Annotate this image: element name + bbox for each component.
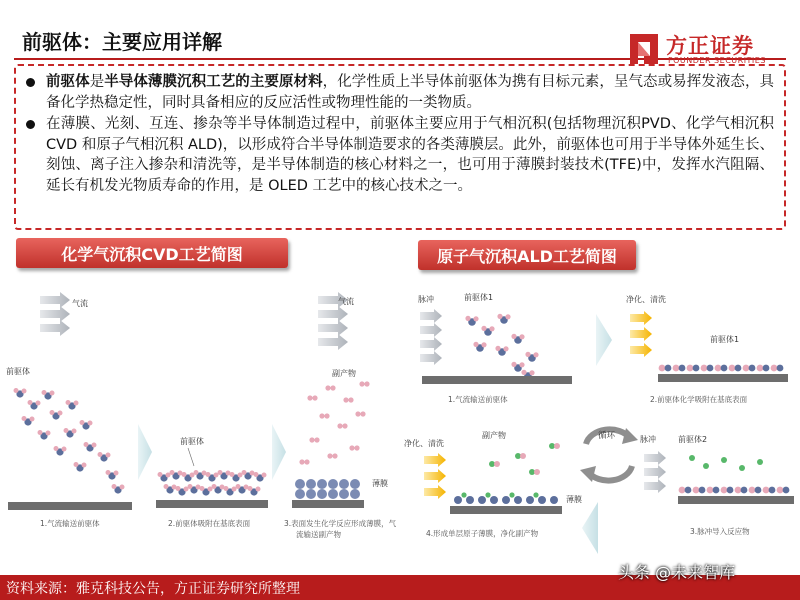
cvd-byproduct-label: 副产物: [332, 369, 356, 378]
cvd-caption-2: 2.前驱体吸附在基底表面: [168, 519, 251, 528]
cvd-precursor-label: 前驱体: [6, 367, 30, 376]
ald-precursor2-molecules: [689, 455, 763, 471]
ald-diagram: [400, 276, 800, 566]
ald-film-label: 薄膜: [566, 495, 582, 504]
bullet-2: [46, 114, 774, 196]
ald-substrate-2: [658, 374, 788, 382]
ald-byproduct-label: 副产物: [482, 431, 506, 440]
ald-caption-4: 4.形成单层原子薄膜，净化副产物: [426, 529, 539, 538]
bullet-1-rest: ，化学性质上半导体前驱体为携有目标元素，呈气态或易挥发液态，具备化学热稳定性，同时具备相应的反应活性或物理性能的一类物质。: [46, 74, 775, 111]
ald-pulse-label-2: 脉冲: [640, 435, 656, 444]
ald-precursor1b-label: 前驱体1: [710, 335, 740, 344]
ald-caption-2: 2.前驱体化学吸附在基底表面: [650, 395, 748, 404]
cvd-byproduct-molecules: [299, 381, 369, 464]
ald-precursor1-molecules: [465, 314, 538, 380]
summary-box: [14, 64, 786, 230]
ald-purge-arrows-1: [630, 311, 652, 357]
cvd-film-label: 薄膜: [372, 479, 388, 488]
ald-substrate-4: [450, 506, 562, 514]
ald-byproduct-molecules: [489, 443, 560, 475]
ald-caption-1: 1.气流输送前驱体: [448, 395, 508, 404]
ald-adsorbed-layer-1: [659, 365, 784, 372]
ald-gas-arrows-3: [644, 451, 666, 493]
page-title: 前驱体：主要应用详解: [22, 30, 222, 54]
ald-step-chevron-3: [582, 502, 598, 554]
ald-figure-title: 原子气沉积ALD工艺简图: [418, 240, 636, 270]
founder-logo-icon: [628, 32, 660, 66]
watermark: 头条 @未来智库: [618, 563, 736, 582]
cvd-substrate-3: [292, 500, 364, 508]
ald-precursor2-label: 前驱体2: [678, 435, 708, 444]
logo-text-en: FOUNDER SECURITIES: [668, 56, 766, 65]
bullet-dot-icon: [26, 78, 35, 87]
cvd-gas-label-2: 气流: [338, 297, 354, 306]
ald-cycle-label: 循环: [598, 431, 616, 441]
cvd-diagram: [0, 276, 400, 566]
cvd-gas-arrows-1: [40, 292, 70, 336]
ald-precursor1-label: 前驱体1: [464, 293, 494, 302]
footer-source: 资料来源：雅克科技公告，方正证券研究所整理: [6, 581, 300, 597]
cvd-precursor-molecules: [14, 388, 125, 494]
ald-pulse-label-1: 脉冲: [418, 295, 434, 304]
cvd-caption-3a: 3.表面发生化学反应形成薄膜，气: [284, 519, 397, 528]
cvd-substrate-2: [156, 500, 268, 508]
ald-purge-arrows-2: [424, 453, 446, 499]
bullet-1-mid: 是: [89, 74, 105, 90]
logo-text-cn: 方正证券: [666, 34, 754, 58]
cvd-substrate-1: [8, 502, 132, 510]
cvd-figure-title: 化学气沉积CVD工艺简图: [16, 238, 288, 268]
cvd-gas-label-1: 气流: [72, 299, 88, 308]
ald-step-chevron-1: [596, 314, 612, 366]
bullet-2-text: 在薄膜、光刻、互连、掺杂等半导体制造过程中，前驱体主要应用于气相沉积(包括物理沉积PVD、化学气相沉积 CVD 和原子气相沉积 ALD)，以形成符合半导体制造要求的各类薄膜层。此外，前驱体也可用于半导体外延生长、刻蚀、离子注入掺杂和清洗等，是半导体制造的核心材料之一，也可用于薄膜封装技术(TFE)中，发挥水汽阻隔、延长有机发光物质寿命的作用，是 OLED 工艺中的核心技术之一。: [46, 116, 774, 194]
cvd-step-chevron-2: [272, 424, 286, 480]
cvd-caption-1: 1.气流输送前驱体: [40, 519, 100, 528]
ald-caption-3: 3.脉冲导入反应物: [690, 527, 750, 536]
ald-film-layer: [454, 492, 558, 504]
ald-gas-arrows-1: [420, 309, 442, 365]
cvd-adsorbed-molecules: [158, 470, 267, 496]
cvd-caption-3b: 流输送副产物: [296, 530, 341, 539]
bullet-1-lead: 前驱体: [46, 74, 90, 90]
bullet-1-emphasis: 半导体薄膜沉积工艺的主要原材料: [104, 74, 323, 90]
cvd-step-chevron-1: [138, 424, 152, 480]
ald-purge-label-2: 净化、清洗: [404, 439, 444, 448]
cvd-precursor-label-2: 前驱体: [180, 437, 204, 446]
cvd-film-layer: [295, 479, 360, 499]
bullet-dot-icon: [26, 120, 35, 129]
bullet-1: [46, 72, 774, 113]
ald-substrate-1: [422, 376, 572, 384]
ald-substrate-3: [678, 496, 794, 504]
ald-purge-label-1: 净化、清洗: [626, 295, 666, 304]
ald-adsorbed-layer-2: [679, 487, 790, 494]
